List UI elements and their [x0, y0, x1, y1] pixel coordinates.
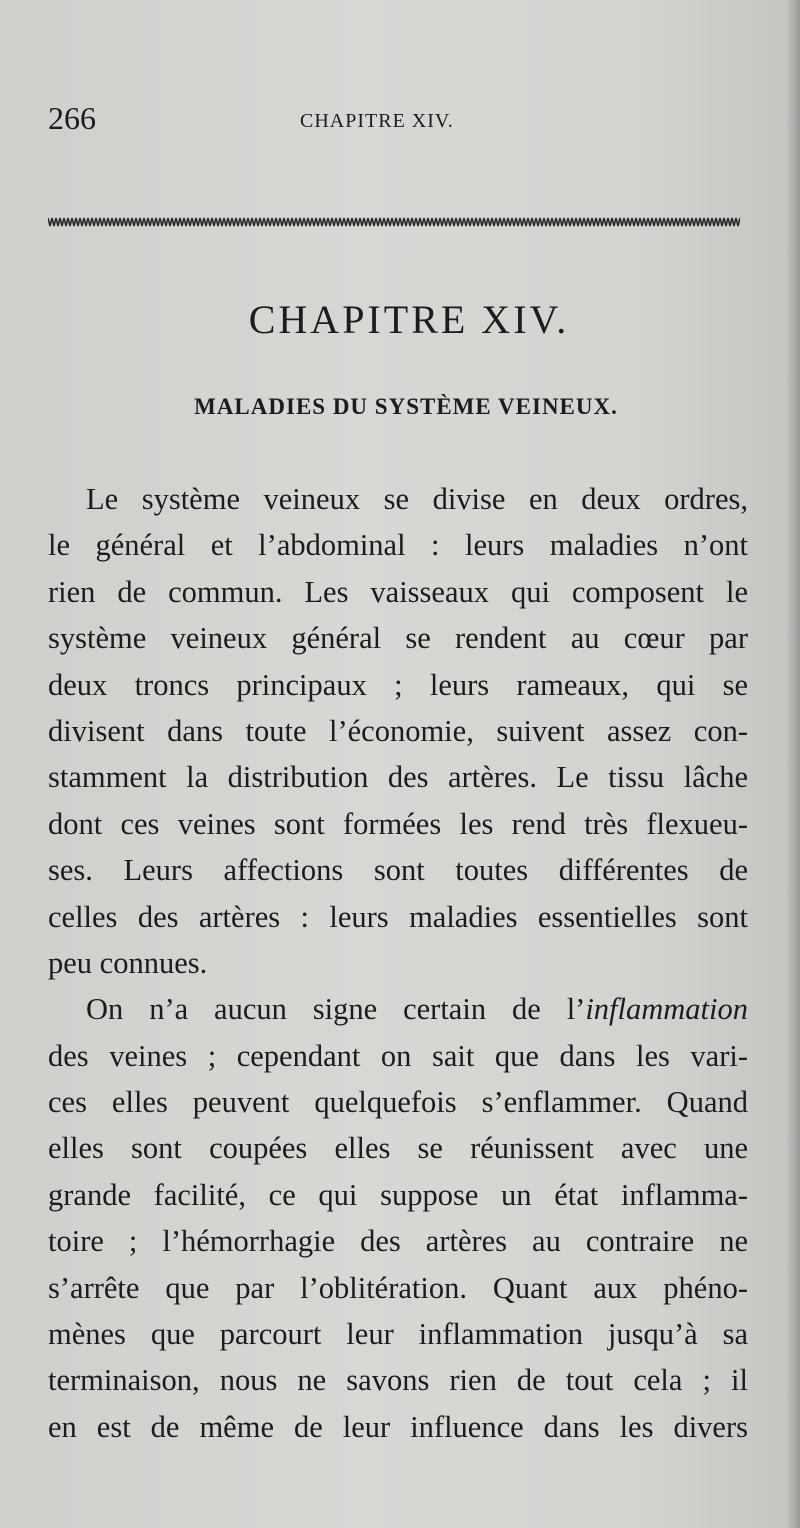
text-line: ses. Leurs affections sont toutes différentes de [48, 853, 748, 888]
text-line: rien de commun. Les vaisseaux qui composent le [48, 574, 748, 609]
text-line: toire ; l’hémorrhagie des artères au contraire ne [48, 1224, 748, 1259]
text-line: en est de même de leur influence dans les divers [48, 1409, 748, 1444]
text-prefix: On n’a aucun signe certain de l’ [86, 992, 586, 1027]
text-line: le général et l’abdominal : leurs maladies n’ont [48, 528, 748, 563]
text-line: divisent dans toute l’économie, suivent assez con- [48, 713, 748, 748]
text-line: dont ces veines sont formées les rend très flexueu- [48, 806, 748, 841]
text-line: peu connues. [48, 945, 208, 980]
page-edge-shadow [786, 0, 800, 1528]
page-number: 266 [48, 100, 96, 136]
chapter-title: CHAPITRE XIV. [248, 297, 570, 342]
text-line: système veineux général se rendent au cœur par [48, 621, 748, 656]
text-line: terminaison, nous ne savons rien de tout cela ; il [48, 1363, 748, 1398]
text-line: deux troncs principaux ; leurs rameaux, qui se [48, 667, 748, 702]
italic-term: inflammation [585, 992, 748, 1027]
body-text [48, 476, 748, 1450]
text-line: stamment la distribution des artères. Le tissu lâche [48, 760, 748, 795]
running-head [48, 100, 748, 140]
text-line: Le système veineux se divise en deux ordres, [86, 482, 748, 516]
chapter-subtitle: MALADIES DU SYSTÈME VEINEUX. [194, 394, 618, 419]
text-line: mènes que parcourt leur inflammation jusqu’à sa [48, 1317, 748, 1352]
ornamental-rule [48, 215, 740, 229]
text-line: celles des artères : leurs maladies essentielles sont [48, 899, 748, 934]
text-line: elles sont coupées elles se réunissent avec une [48, 1131, 748, 1166]
text-line: grande facilité, ce qui suppose un état inflamma- [48, 1177, 748, 1212]
text-line: s’arrête que par l’oblitération. Quant aux phéno- [48, 1270, 748, 1305]
text-line-first [48, 986, 748, 1032]
running-title: CHAPITRE XIV. [300, 110, 454, 132]
text-line: des veines ; cependant on sait que dans les vari- [48, 1038, 748, 1073]
text-line: ces elles peuvent quelquefois s’enflammer. Quand [48, 1085, 748, 1120]
